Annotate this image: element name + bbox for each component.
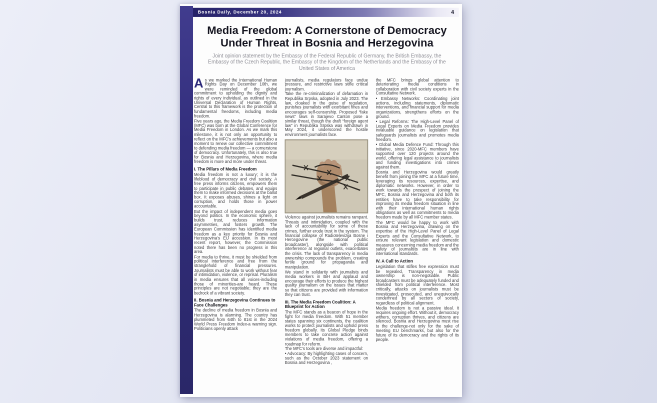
drop-cap: A [193,77,204,91]
paragraph: Bosnia and Herzegovina would greatly benefit from joining the MFC at a future time, leveraging its resources, expertise, and diplomatic networks. However, in order to work towards the prospect of joining the MFC, Bosnia and Herzegovina and both its entities have to take responsibility for improving its media freedom situation in line with their international human rights obligations as well as commitments to media freedom made by all MFC member states. [375,169,459,220]
paragraph: Legislation that stifles free expression must be repealed. Transparency in media ownership is non-negotiable. Public broadcasters must be adequately funded and shielded from political interference. Most critically, attacks on journalists must be investigated, prosecuted, and unequivocally condemned by all sectors of society, regardless of political alignment. [375,264,459,306]
bullet-item: • Global Media Defence Fund: Through this initiative, since 2020-MFC members have supported over 120 projects around the world, offering legal assistance to journalists and funding investigations into crimes against them. [375,142,459,170]
page-content [193,4,461,397]
page-number: 4 [451,9,455,16]
paragraph: We stand in solidarity with journalists and media workers in BiH and applaud and encourage their efforts to produce the highest quality journalism on the issues that matter so that citizens are provided with information they can trust. [284,269,369,297]
paragraph: Take the re-criminalization of defamation in Republika Srpska, adopted in July 2023. The law, cloaked in the guise of regulation, punishes journalists with exorbitant fines and encourages self-censorship. Proposed “fake news” laws in Sarajevo Canton pose a similar threat, though the draft “foreign agent law” in Republika Srpska was withdrawn in May 2024, it underscored the hostile environment journalists face. [284,91,369,137]
paragraph: Media freedom is not a luxury; it is the lifeblood of democracy and civil society. A free press informs citizens, empowers them to participate in public debates, and equips them to make informed decisions at the ballot box. It exposes abuses, shines a light on corruption, and holds those in power accountable. [193,172,278,209]
page-header-bar [193,8,459,17]
section-heading: II. Bosnia and Herzegovina Continues to Face Challenges [193,297,276,308]
article-column-1 [194,78,277,366]
bullet-item: • Legal Reforms: The High-Level Panel of Legal Experts on Media Freedom provides invaluable guidance on legislation that safeguards journalists and promotes media freedom. [375,119,459,142]
section-heading: III. The Media Freedom Coalition: A Blueprint for Action [284,299,356,309]
publication-date: Bosnia Daily, December 20, 2024 [197,9,282,16]
article-subtitle: Joint opinion statement by the Embassy of the Federal Republic of Germany, the British Embassy, the Embassy of the Czech Republic, the Embassy of the Kingdom of the Netherlands and the Embassy of the United States of America [208,52,446,72]
section-heading: IV. A Call to Action [375,258,413,264]
paragraph: But the impact of independent media goes beyond politics. In the economic sphere, it builds trust, reduces information asymmetries, and fosters growth. The European Commission has identified media freedom as a key priority for Bosnia and Herzegovina’s EU accession. In its most recent report, however, the Commission noted there has been no progress in this area. [193,208,278,255]
paragraph: Violence against journalists remains rampant. Threats and intimidation, coupled with the lack of accountability for some of these crimes, further erode trust in the system. The financial collapse of Radiotelevizija Bosne i Hercegovine (the national public broadcaster), alongside with political interference at regional outlets, exacerbates the crisis. The lack of transparency in media ownership compounds the problem, creating fertile ground for propaganda and manipulation. [284,214,369,270]
section-heading: I. The Pillars of Media Freedom [193,166,257,172]
paragraph: As we marked the International Human Rights Day on December 10th, we were reminded of the global commitment to upholding the dignity and rights of every individual, as outlined in the Universal Declaration of Human Rights. Central to this framework is the protection of fundamental freedoms, including media freedom. [193,77,278,119]
article-title-line-1: Media Freedom: A Cornerstone of Democracy [207,24,447,37]
article-title-line-2: Under Threat in Bosnia and Herzegovina [220,36,434,50]
document-page [180,4,462,397]
paragraph: Media freedom is not a passive ideal. It requires ongoing effort. Without it, democracy withers, corruption thrives, and citizens are silenced. Bosnia and Herzegovina must rise to the challenge-not only for the sake of meeting EU benchmarks, but also for the future of its democracy and the rights of its people. [375,305,459,342]
article-columns [194,78,459,366]
paragraph: journalists, media regulators face undue pressure, and restrictive laws stifle critical journalism. [284,77,369,92]
paragraph: The MFC would be happy to work with Bosnia and Herzegovina, drawing on the expertise of the High-Level Panel of Legal Experts and the Consultative Network, to ensure relevant legislation and domestic measures concerning media freedom and the safety of journalists are in line with international standards. [375,219,459,257]
paragraph: the MFC brings global attention to deteriorating media conditions in collaboration with civil society experts in the Consultative Network. [375,77,459,96]
paragraph: For media to thrive, it must be shielded from political interference and free from the stranglehold of financial pressures. Journalists must be able to work without fear of intimidation, violence, or reprisal. Pluralism in media ensures that all voices-including those of minorities-are heard. These principles are not negotiable; they are the bedrock of a vibrant society. [193,254,278,296]
paragraph: The MFC’s tools are diverse and impactful: [284,346,364,352]
paragraph: The MFC stands as a beacon of hope in the fight for media freedom. With 51 member states spanning six continents, the coalition works to protect journalists and uphold press freedom globally. Its Global Pledge binds members to take concrete action against violations of media freedom, offering a roadmap for reform. [284,309,369,347]
article-column-2 [285,78,368,366]
page-spine [180,6,193,394]
fist-barbed-wire-pen-illustration [286,140,367,212]
paragraph: Five years ago, the Media Freedom Coalition (MFC) was born at the Global Conference for Media Freedom in London. As we mark this milestone, it is not only an opportunity to reflect on the MFC’s achievements but also a moment to renew our collective commitment to defending media freedom — a cornerstone of democracy. Unfortunately, this is also true for Bosnia and Herzegovina, where media freedom is more and more under threat. [193,118,278,164]
paragraph: The decline of media freedom in Bosnia and Herzegovina is alarming. The country has plummeted from 64th to 81st in the 2024 World Press Freedom Index-a warning sign. Politicians openly attack [193,308,278,331]
bullet-item: • Advocacy: By highlighting cases of concern, such as the October 2023 statement on Bosnia and Herzegovina , [284,351,369,366]
article-column-3 [376,78,459,366]
bullet-item: • Embassy Networks: Coordinating joint actions, including statements, diplomatic interventions, and financial support for media organizations, strengthens efforts on the ground. [375,95,459,119]
article-photo [285,139,368,213]
article-title [193,24,461,49]
